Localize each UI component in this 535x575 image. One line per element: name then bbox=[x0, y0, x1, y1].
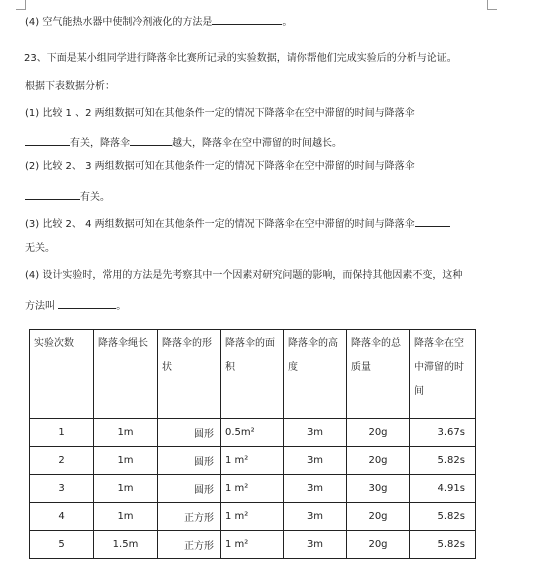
table-row bbox=[30, 475, 476, 503]
cell-total-mass: 20g bbox=[347, 419, 410, 447]
question-4-text: (4) 空气能热水器中使制冷剂液化的方法是 bbox=[25, 17, 213, 28]
cell-trial: 4 bbox=[30, 503, 94, 531]
table-row bbox=[30, 447, 476, 475]
part-2-line-2 bbox=[25, 188, 110, 205]
experiment-data-table bbox=[29, 329, 476, 559]
cell-height: 3m bbox=[284, 531, 347, 559]
answer-blank[interactable] bbox=[25, 134, 70, 146]
part-3-text-a: (3) 比较 2、 4 两组数据可知在其他条件一定的情况下降落伞在空中滞留的时间与降落伞 bbox=[25, 219, 415, 230]
cell-area: 1 m² bbox=[221, 503, 284, 531]
cell-hang-time: 5.82s bbox=[410, 447, 476, 475]
part-4-text-b: 方法叫 bbox=[25, 301, 55, 312]
cell-hang-time: 5.82s bbox=[410, 503, 476, 531]
part-1-line-1: (1) 比较 1 、2 两组数据可知在其他条件一定的情况下降落伞在空中滞留的时间与降落伞 bbox=[25, 108, 415, 119]
cell-trial: 3 bbox=[30, 475, 94, 503]
cell-height: 3m bbox=[284, 447, 347, 475]
header-height: 降落伞的高度 bbox=[284, 330, 347, 419]
question-23-prompt: 根据下表数据分析： bbox=[25, 81, 115, 92]
header-hang-time: 降落伞在空中滞留的时间 bbox=[410, 330, 476, 419]
header-trial: 实验次数 bbox=[30, 330, 94, 419]
page-corner-mark-right bbox=[487, 0, 497, 10]
cell-total-mass: 20g bbox=[347, 503, 410, 531]
cell-shape: 正方形 bbox=[158, 531, 221, 559]
table-row bbox=[30, 531, 476, 559]
cell-total-mass: 20g bbox=[347, 447, 410, 475]
cell-rope-length: 1m bbox=[94, 475, 158, 503]
answer-blank[interactable] bbox=[415, 215, 450, 227]
question-4-line: (4) 空气能热水器中使制冷剂液化的方法是 。 bbox=[25, 13, 292, 30]
table-row bbox=[30, 503, 476, 531]
cell-area: 1 m² bbox=[221, 475, 284, 503]
cell-shape: 正方形 bbox=[158, 503, 221, 531]
cell-height: 3m bbox=[284, 475, 347, 503]
page-corner-mark-left bbox=[16, 0, 26, 10]
cell-total-mass: 20g bbox=[347, 531, 410, 559]
table-header-row bbox=[30, 330, 476, 419]
cell-rope-length: 1m bbox=[94, 419, 158, 447]
cell-height: 3m bbox=[284, 503, 347, 531]
part-3-line-2: 无关。 bbox=[25, 243, 55, 254]
part-1-text-b1: 有关，降落伞 bbox=[70, 138, 130, 149]
part-2-text-b: 有关。 bbox=[80, 192, 110, 203]
table-row bbox=[30, 419, 476, 447]
cell-area: 1 m² bbox=[221, 447, 284, 475]
cell-hang-time: 5.82s bbox=[410, 531, 476, 559]
cell-height: 3m bbox=[284, 419, 347, 447]
cell-area: 0.5m² bbox=[221, 419, 284, 447]
cell-total-mass: 30g bbox=[347, 475, 410, 503]
cell-shape: 圆形 bbox=[158, 419, 221, 447]
cell-trial: 5 bbox=[30, 531, 94, 559]
part-3-line-1 bbox=[25, 215, 450, 232]
part-1-text-b2: 越大，降落伞在空中滞留的时间越长。 bbox=[172, 138, 342, 149]
cell-rope-length: 1.5m bbox=[94, 531, 158, 559]
cell-area: 1 m² bbox=[221, 531, 284, 559]
header-area: 降落伞的面积 bbox=[221, 330, 284, 419]
cell-shape: 圆形 bbox=[158, 447, 221, 475]
cell-hang-time: 3.67s bbox=[410, 419, 476, 447]
question-23-intro: 23、下面是某小组同学进行降落伞比赛所记录的实验数据，请你帮他们完成实验后的分析与论证。 bbox=[24, 53, 457, 64]
part-4-line-1: (4) 设计实验时，常用的方法是先考察其中一个因素对研究问题的影响，而保持其他因素不变，这种 bbox=[25, 270, 463, 281]
part-4-line-2: 方法叫 。 bbox=[25, 297, 126, 314]
cell-rope-length: 1m bbox=[94, 447, 158, 475]
cell-rope-length: 1m bbox=[94, 503, 158, 531]
answer-blank[interactable] bbox=[212, 13, 282, 25]
answer-blank[interactable] bbox=[130, 134, 172, 146]
cell-trial: 1 bbox=[30, 419, 94, 447]
cell-shape: 圆形 bbox=[158, 475, 221, 503]
answer-blank[interactable] bbox=[58, 297, 116, 309]
header-shape: 降落伞的形状 bbox=[158, 330, 221, 419]
cell-hang-time: 4.91s bbox=[410, 475, 476, 503]
header-total-mass: 降落伞的总质量 bbox=[347, 330, 410, 419]
header-rope-length: 降落伞绳长 bbox=[94, 330, 158, 419]
part-1-line-2 bbox=[25, 134, 342, 151]
answer-blank[interactable] bbox=[25, 188, 80, 200]
part-2-line-1: (2) 比较 2、 3 两组数据可知在其他条件一定的情况下降落伞在空中滞留的时间与降落伞 bbox=[25, 161, 415, 172]
cell-trial: 2 bbox=[30, 447, 94, 475]
